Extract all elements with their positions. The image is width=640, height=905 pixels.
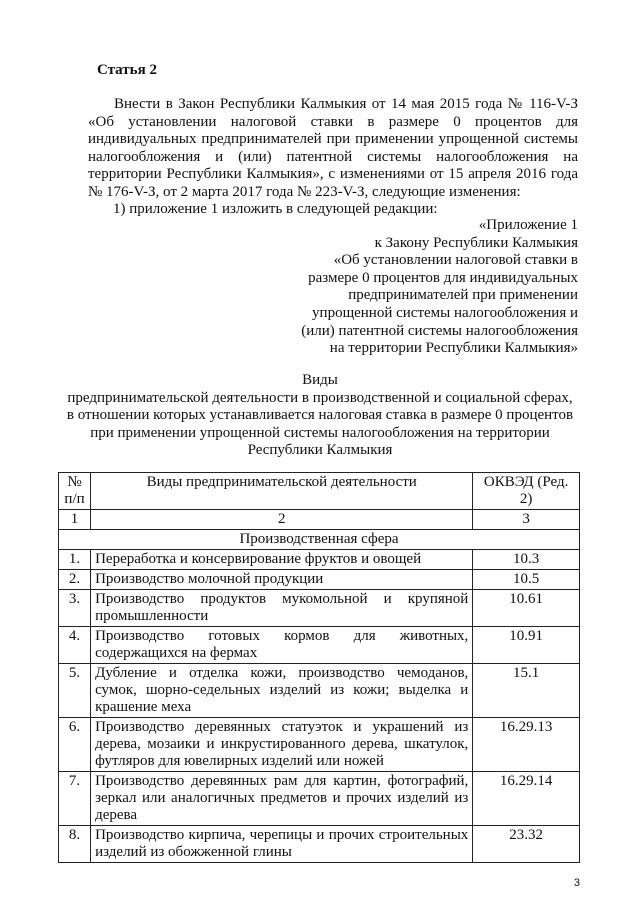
table-row [59, 627, 580, 664]
row-activity: Производство деревянных статуэток и украшений из дерева, мозаики и инкрустированного дерева, шкатулок, футляров для ювелирных изделий или ножей [91, 718, 473, 772]
row-okved-code: 10.61 [473, 590, 580, 627]
row-number: 3. [59, 590, 91, 627]
page-number: 3 [573, 877, 580, 889]
appendix-line: «Приложение 1 [478, 217, 578, 233]
header-activity: Виды предпринимательской деятельности [91, 473, 473, 510]
col-number: 3 [473, 510, 580, 530]
table-row [59, 664, 580, 718]
row-number: 1. [59, 550, 91, 570]
table-heading [60, 372, 580, 460]
table-header-row [59, 473, 580, 510]
row-number: 8. [59, 826, 91, 863]
table-row [59, 826, 580, 863]
heading-line: в отношении которых устанавливается налоговая ставка в размере 0 процентов [66, 407, 574, 423]
section-title: Производственная сфера [59, 530, 580, 550]
row-activity: Дубление и отделка кожи, производство чемоданов, сумок, шорно-седельных изделий из кожи; выделка и крашение меха [91, 664, 473, 718]
row-activity: Производство кирпича, черепицы и прочих строительных изделий из обожженной глины [91, 826, 473, 863]
heading-line: Республики Калмыкия [247, 442, 393, 458]
row-okved-code: 10.5 [473, 570, 580, 590]
row-number: 2. [59, 570, 91, 590]
row-activity: Производство молочной продукции [91, 570, 473, 590]
heading-line: при применении упрощенной системы налогообложения на территории [90, 424, 550, 441]
intro-paragraph: Внести в Закон Республики Калмыкия от 14 мая 2015 года № 116-V-З «Об установлении налоговой ставки в размере 0 процентов для индивидуальных предпринимателей при применении упрощенной системы налогообложения и (или) патентной системы налогообложения на территории Республики Калмыкия», с изменениями от 15 апреля 2016 года № 176-V-З, от 2 марта 2017 года № 223-V-З, следующие изменения: [88, 96, 578, 200]
row-okved-code: 16.29.13 [473, 718, 580, 772]
row-okved-code: 16.29.14 [473, 772, 580, 826]
table-row [59, 570, 580, 590]
col-number: 1 [59, 510, 91, 530]
appendix-line: «Об установлении налоговой ставки в [333, 252, 578, 269]
appendix-line: к Закону Республики Калмыкия [374, 234, 578, 251]
appendix-reference [258, 217, 578, 358]
row-activity: Производство продуктов мукомольной и крупяной промышленности [91, 590, 473, 627]
row-number: 7. [59, 772, 91, 826]
table-row [59, 718, 580, 772]
heading-line: Виды [302, 372, 338, 388]
header-num: № п/п [59, 473, 91, 510]
table-row [59, 590, 580, 627]
row-okved-code: 23.32 [473, 826, 580, 863]
col-number: 2 [91, 510, 473, 530]
row-number: 6. [59, 718, 91, 772]
row-okved-code: 15.1 [473, 664, 580, 718]
column-number-row [59, 510, 580, 530]
row-number: 5. [59, 664, 91, 718]
header-okved: ОКВЭД (Ред. 2) [473, 473, 580, 510]
heading-line: предпринимательской деятельности в производственной и социальной сферах, [67, 389, 573, 406]
row-activity: Производство готовых кормов для животных, содержащихся на фермах [91, 627, 473, 664]
section-row [59, 530, 580, 550]
row-activity: Переработка и консервирование фруктов и овощей [91, 550, 473, 570]
appendix-line: (или) патентной системы налогообложения [301, 322, 578, 339]
row-number: 4. [59, 627, 91, 664]
appendix-line: упрощенной системы налогообложения и [312, 304, 578, 321]
table-body [59, 550, 580, 863]
row-activity: Производство деревянных рам для картин, фотографий, зеркал или аналогичных предметов и прочих изделий из дерева [91, 772, 473, 826]
row-okved-code: 10.91 [473, 627, 580, 664]
item-1: 1) приложение 1 изложить в следующей редакции: [113, 201, 438, 217]
row-okved-code: 10.3 [473, 550, 580, 570]
table-row [59, 772, 580, 826]
table-row [59, 550, 580, 570]
activities-table [58, 472, 580, 863]
appendix-line: предпринимателей при применении [348, 287, 578, 304]
appendix-line: на территории Республики Калмыкия» [329, 340, 578, 357]
article-title: Статья 2 [97, 62, 157, 78]
appendix-line: размере 0 процентов для индивидуальных [308, 269, 578, 286]
